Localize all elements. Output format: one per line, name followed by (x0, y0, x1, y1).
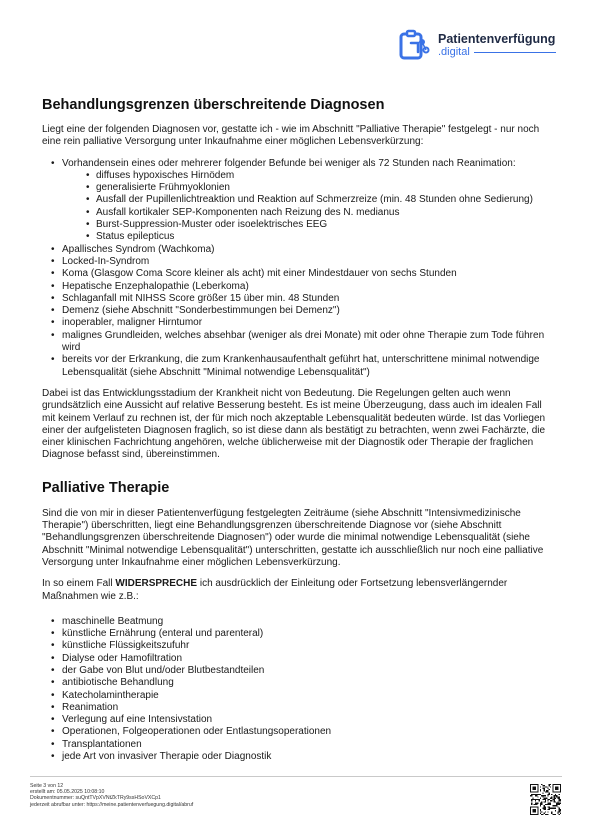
list-item (42, 158, 552, 244)
section-closing: Dabei ist das Entwicklungsstadium der Krankheit nicht von Bedeutung. Die Regelungen gelten auch wenn grundsätzlich eine Aussicht auf relative Besserung besteht. Es ist meine Überzeugung, dass auch im idealen Fall mit keinem Verlauf zu rechnen ist, der für mich noch akzeptable Lebensqualität bedeuten würde. Ist das Vorliegen einer der aufgelisteten Diagnosen fraglich, so ist diese dann als bestätigt zu betrachten, wenn zwei Fachärzte, die einer klinischen Fachrichtung angehören, welche üblicherweise mit der Diagnostik oder Therapie der fraglichen Diagnose befasst sind, übereinstimmen. (42, 387, 546, 461)
list-item: • Status epilepticus (82, 231, 552, 243)
brand-logo (398, 28, 558, 62)
list-item: • künstliche Ernährung (enteral und parenteral) (42, 628, 552, 640)
list-item: • Hepatische Enzephalopathie (Leberkoma) (42, 281, 552, 293)
section-heading: Palliative Therapie (42, 479, 170, 496)
retrieval-url: jederzeit abrufbar unter: https://meine.patientenverfuegung.digital/abruf (30, 801, 194, 808)
list-item: • malignes Grundleiden, welches absehbar (weniger als drei Monate) mit oder ohne Therapie zum Tode führen wird (42, 330, 552, 355)
list-item: • Verlegung auf eine Intensivstation (42, 714, 552, 726)
list-item: • Schlaganfall mit NIHSS Score größer 15 über min. 48 Stunden (42, 293, 552, 305)
logo-underline (474, 52, 556, 53)
refusal-text: In so einem Fall (42, 578, 116, 590)
document-body (42, 96, 552, 763)
list-item: • Koma (Glasgow Coma Score kleiner als acht) mit einer Mindestdauer von sechs Stunden (42, 268, 552, 280)
list-item: • Burst-Suppression-Muster oder isoelektrisches EEG (82, 219, 552, 231)
document-number: Dokumentnummer: suQntTVpXVNtZkTRy9ssHSoVXCp1 (30, 795, 161, 802)
list-item: • jede Art von invasiver Therapie oder Diagnostik (42, 751, 552, 763)
list-item-text: Vorhandensein eines oder mehrerer folgender Befunde bei weniger als 72 Stunden nach Reanimation: (62, 157, 516, 169)
list-item: • Ausfall kortikaler SEP-Komponenten nach Reizung des N. medianus (82, 207, 552, 219)
list-item: • Transplantationen (42, 739, 552, 751)
refusal-paragraph (42, 578, 552, 603)
page-footer (30, 783, 193, 808)
palliative-paragraph: Sind die von mir in dieser Patientenverfügung festgelegten Zeiträume (siehe Abschnitt "Intensivmedizinische Therapie") überschritten, liegt eine Behandlungsgrenzen überschreitende Diagnose vor (siehe Abschnitt "Behandlungsgrenzen überschreitende Diagnosen") oder wurde die minimal notwendige Lebensqualität (siehe Abschnitt "Minimal notwendige Lebensqualität") unterschritten, gestatte ich ausschließlich nur noch eine palliative Versorgung unter Inkaufnahme einer möglichen Lebensverkürzung. (42, 507, 544, 568)
list-item: • diffuses hypoxisches Hirnödem (82, 170, 552, 182)
logo-suffix: .digital (438, 46, 470, 58)
footer-divider (30, 776, 562, 777)
list-item: • Apallisches Syndrom (Wachkoma) (42, 244, 552, 256)
qr-code-icon (530, 784, 561, 815)
refusal-text: ich ausdrücklich der Einleitung oder Fortsetzung lebensverlängernder Maßnahmen wie z.B.: (42, 578, 508, 602)
list-item: • Dialyse oder Hamofiltration (42, 653, 552, 665)
logo-mark-icon (398, 28, 432, 62)
created-date: erstellt am: 05.05.2025 10:08:10 (30, 789, 105, 796)
section-heading: Behandlungsgrenzen überschreitende Diagnosen (42, 97, 385, 113)
list-item: • bereits vor der Erkrankung, die zum Krankenhausaufenthalt geführt hat, unterschrittene minimal notwendige Lebensqualität (siehe Abschnitt "Minimal notwendige Lebensqualität") (42, 354, 552, 379)
refusal-emphasis: WIDERSPRECHE (115, 578, 198, 590)
list-item: • maschinelle Beatmung (42, 616, 552, 628)
list-item: • antibiotische Behandlung (42, 677, 552, 689)
list-item: • Operationen, Folgeoperationen oder Entlastungsoperationen (42, 726, 552, 738)
list-item: • Ausfall der Pupillenlichtreaktion und Reaktion auf Schmerzreize (min. 48 Stunden ohne Sedierung) (82, 194, 552, 206)
list-item: • Reanimation (42, 702, 552, 714)
measures-list (42, 616, 552, 764)
section-intro: Liegt eine der folgenden Diagnosen vor, gestatte ich - wie im Abschnitt "Palliative Therapie" festgelegt - nur noch eine rein palliative Versorgung unter Inkaufnahme einer möglichen Lebensverkürzung: (42, 124, 540, 148)
list-item: • Katecholamintherapie (42, 690, 552, 702)
diagnosis-list (42, 158, 552, 379)
list-item: • Demenz (siehe Abschnitt "Sonderbestimmungen bei Demenz") (42, 305, 552, 317)
logo-name: Patientenverfügung (438, 32, 556, 46)
list-item: • generalisierte Frühmyoklonien (82, 182, 552, 194)
list-item: • inoperabler, maligner Hirntumor (42, 317, 552, 329)
findings-list (82, 170, 552, 244)
list-item: • der Gabe von Blut und/oder Blutbestandteilen (42, 665, 552, 677)
list-item: • künstliche Flüssigkeitszufuhr (42, 640, 552, 652)
page-number: Seite 3 von 12 (30, 783, 64, 789)
list-item: • Locked-In-Syndrom (42, 256, 552, 268)
